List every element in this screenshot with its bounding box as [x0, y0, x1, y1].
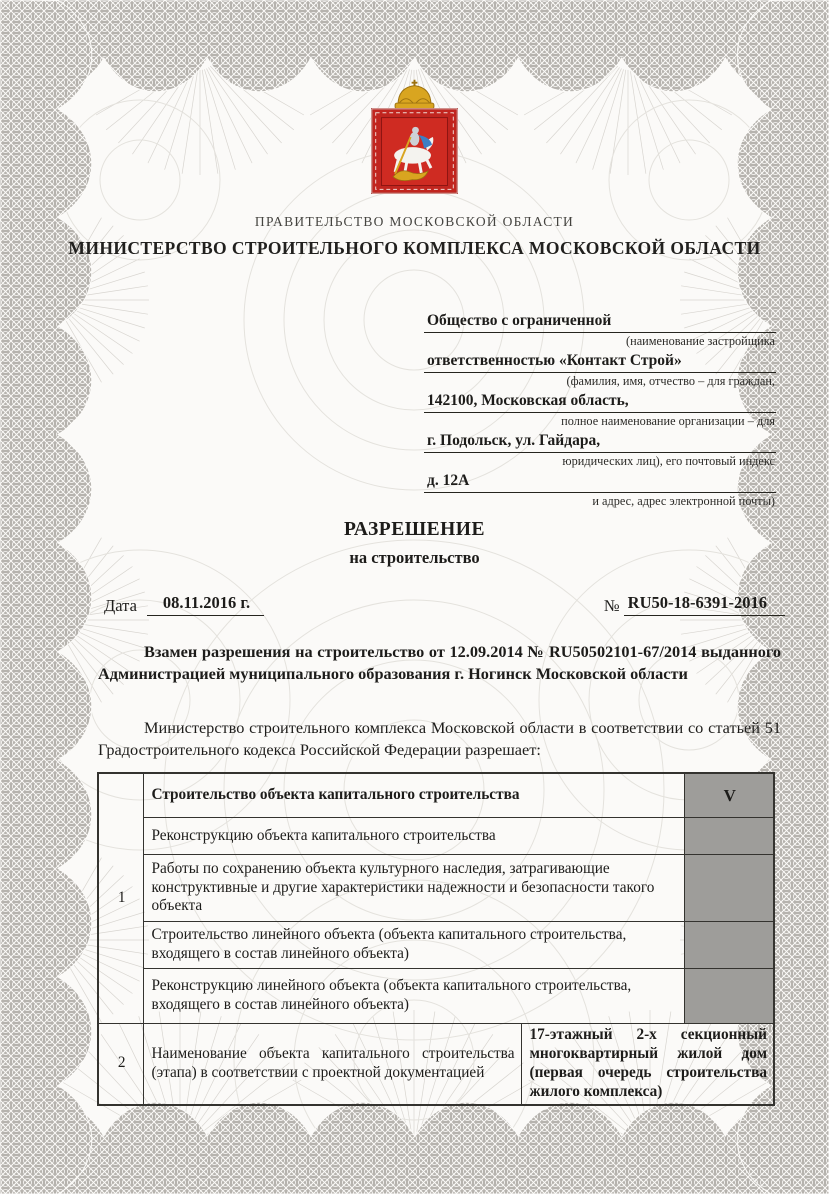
developer-field-value: г. Подольск, ул. Гайдара, [424, 431, 776, 453]
number-value: RU50-18-6391-2016 [624, 593, 785, 616]
developer-field-caption: юридических лиц), его почтовый индекс [562, 454, 775, 468]
option-label: Реконструкцию объекта капитального строительства [143, 818, 684, 855]
date-label: Дата [104, 596, 137, 615]
developer-field-caption: полное наименование организации – для [561, 414, 775, 428]
object-name-value: 17-этажный 2-х секционный многоквартирный жилой дом (первая очередь строительства жилого комплекса) [521, 1024, 774, 1105]
replacement-paragraph: Взамен разрешения на строительство от 12.09.2014 № RU50502101-67/2014 выданного Администрацией муниципального образования г. Ногинск Московской области [98, 642, 781, 683]
table-row [98, 969, 774, 1024]
date-value: 08.11.2016 г. [147, 593, 264, 616]
developer-field-caption: (фамилия, имя, отчество – для граждан, [566, 374, 775, 388]
developer-field [424, 391, 776, 431]
table-row [98, 1024, 774, 1105]
option-label: Строительство линейного объекта (объекта капитального строительства, входящего в состав линейного объекта) [143, 922, 684, 969]
option-checkmark [684, 922, 774, 969]
developer-field [424, 351, 776, 391]
date-group [104, 593, 264, 616]
option-checkmark [684, 969, 774, 1024]
row1-number: 1 [98, 773, 143, 1024]
document-title: РАЗРЕШЕНИЕ [344, 519, 485, 540]
developer-field-caption: и адрес, адрес электронной почты) [592, 494, 775, 508]
developer-field-caption: (наименование застройщика [626, 334, 775, 348]
developer-field-value: Общество с ограниченной [424, 311, 776, 333]
date-number-row [104, 593, 785, 616]
object-name-label: Наименование объекта капитального строительства (этапа) в соответствии с проектной документацией [143, 1024, 521, 1105]
ministry-header: МИНИСТЕРСТВО СТРОИТЕЛЬНОГО КОМПЛЕКСА МОСКОВСКОЙ ОБЛАСТИ [68, 238, 761, 258]
option-label: Реконструкцию линейного объекта (объекта капитального строительства, входящего в состав линейного объекта) [143, 969, 684, 1024]
option-checkmark [684, 855, 774, 922]
developer-field-value: д. 12А [424, 471, 776, 493]
option-label: Строительство объекта капитального строительства [143, 773, 684, 818]
table-row [98, 773, 774, 818]
moscow-oblast-coat-of-arms-icon [366, 78, 463, 196]
option-label: Работы по сохранению объекта культурного наследия, затрагивающие конструктивные и другие характеристики надежности и безопасности такого объекта [143, 855, 684, 922]
table-row [98, 818, 774, 855]
option-checkmark [684, 818, 774, 855]
number-label: № [603, 596, 620, 615]
developer-field-value: 142100, Московская область, [424, 391, 776, 413]
option-checkmark: V [684, 773, 774, 818]
government-header: ПРАВИТЕЛЬСТВО МОСКОВСКОЙ ОБЛАСТИ [254, 214, 575, 229]
table-row [98, 855, 774, 922]
developer-field [424, 471, 776, 511]
document-subtitle: на строительство [349, 548, 480, 567]
developer-fields [424, 311, 776, 511]
table-row [98, 922, 774, 969]
developer-field [424, 311, 776, 351]
developer-field-value: ответственностью «Контакт Строй» [424, 351, 776, 373]
permission-paragraph: Министерство строительного комплекса Московской области в соответствии со статьей 51 Градостроительного кодекса Российской Федерации разрешает: [98, 718, 781, 759]
number-group [604, 593, 785, 616]
developer-field [424, 431, 776, 471]
permit-table [97, 772, 775, 1106]
row2-number: 2 [98, 1024, 143, 1105]
